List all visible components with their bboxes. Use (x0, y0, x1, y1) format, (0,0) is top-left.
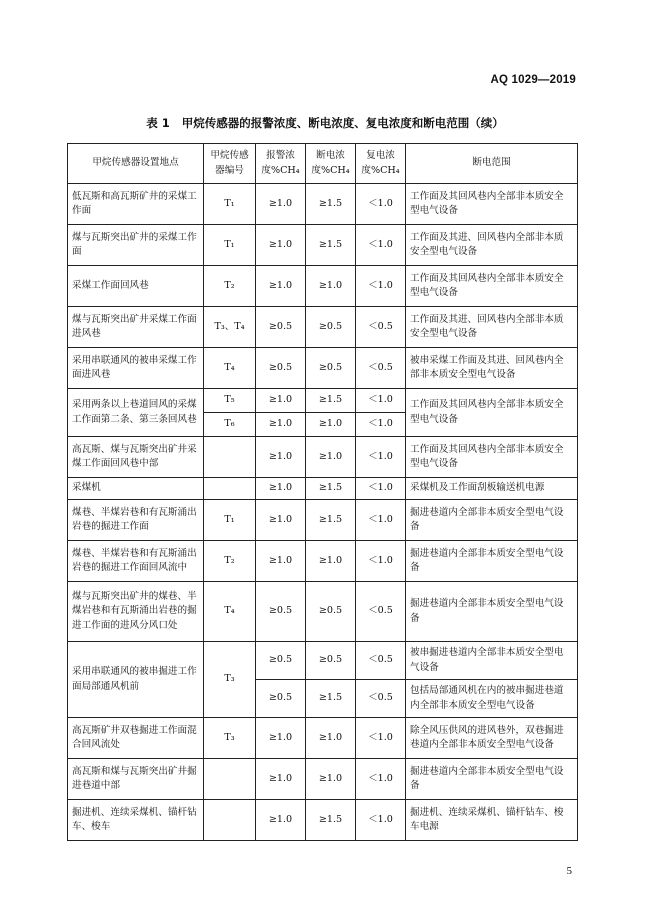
range-cell: 包括局部通风机在内的被串掘进巷道内全部非本质安全型电气设备 (406, 680, 578, 718)
range-cell: 工作面及其回风巷内全部非本质安全型电气设备 (406, 437, 578, 478)
restore-cell: ＜1.0 (356, 225, 406, 266)
location-cell: 低瓦斯和高瓦斯矿井的采煤工作面 (68, 184, 204, 225)
sensor-cell: T₃ (204, 718, 256, 759)
restore-cell: ＜1.0 (356, 500, 406, 541)
alarm-cell: ≥1.0 (256, 413, 306, 437)
table-row (68, 225, 578, 266)
table-row (68, 759, 578, 800)
restore-cell: ＜1.0 (356, 389, 406, 413)
cutoff-cell: ≥1.5 (306, 680, 356, 718)
range-cell: 掘进巷道内全部非本质安全型电气设备 (406, 759, 578, 800)
sensor-cell: T₁ (204, 225, 256, 266)
range-cell: 工作面及其进、回风巷内全部非本质安全型电气设备 (406, 225, 578, 266)
page-number: 5 (566, 865, 572, 877)
alarm-cell: ≥1.0 (256, 541, 306, 582)
table-row (68, 184, 578, 225)
location-cell: 采煤机 (68, 478, 204, 500)
alarm-cell: ≥1.0 (256, 759, 306, 800)
cutoff-cell: ≥1.5 (306, 184, 356, 225)
table-row (68, 437, 578, 478)
table-row (68, 718, 578, 759)
cutoff-cell: ≥1.0 (306, 718, 356, 759)
sensor-cell: T₁ (204, 500, 256, 541)
restore-cell: ＜1.0 (356, 541, 406, 582)
restore-cell: ＜1.0 (356, 184, 406, 225)
range-cell: 工作面及其回风巷内全部非本质安全型电气设备 (406, 184, 578, 225)
table-row (68, 800, 578, 841)
alarm-cell: ≥1.0 (256, 225, 306, 266)
restore-cell: ＜1.0 (356, 413, 406, 437)
location-cell: 煤与瓦斯突出矿井的采煤工作面 (68, 225, 204, 266)
alarm-cell: ≥1.0 (256, 266, 306, 307)
alarm-cell: ≥1.0 (256, 800, 306, 841)
cutoff-cell: ≥0.5 (306, 582, 356, 642)
table-row (68, 307, 578, 348)
alarm-cell: ≥1.0 (256, 500, 306, 541)
location-cell: 煤巷、半煤岩巷和有瓦斯涌出岩巷的掘进工作面 (68, 500, 204, 541)
sensor-cell: T₂ (204, 266, 256, 307)
restore-cell: ＜1.0 (356, 759, 406, 800)
sensor-cell: T₄ (204, 348, 256, 389)
table-row (68, 478, 578, 500)
location-cell: 采煤工作面回风巷 (68, 266, 204, 307)
sensor-cell (204, 759, 256, 800)
restore-cell: ＜0.5 (356, 307, 406, 348)
alarm-cell: ≥0.5 (256, 582, 306, 642)
alarm-cell: ≥0.5 (256, 348, 306, 389)
location-cell: 煤与瓦斯突出矿井采煤工作面进风巷 (68, 307, 204, 348)
alarm-cell: ≥0.5 (256, 307, 306, 348)
restore-cell: ＜0.5 (356, 642, 406, 680)
location-cell: 掘进机、连续采煤机、锚杆钻车、梭车 (68, 800, 204, 841)
location-cell: 高瓦斯、煤与瓦斯突出矿井采煤工作面回风巷中部 (68, 437, 204, 478)
location-cell: 采用两条以上巷道回风的采煤工作面第二条、第三条回风巷 (68, 389, 204, 437)
sensor-cell (204, 478, 256, 500)
location-cell: 高瓦斯矿井双巷掘进工作面混合回风流处 (68, 718, 204, 759)
alarm-cell: ≥1.0 (256, 437, 306, 478)
cutoff-cell: ≥0.5 (306, 642, 356, 680)
cutoff-cell: ≥1.5 (306, 478, 356, 500)
range-cell: 掘进巷道内全部非本质安全型电气设备 (406, 541, 578, 582)
table-row (68, 541, 578, 582)
document-code: AQ 1029—2019 (490, 74, 576, 86)
restore-cell: ＜1.0 (356, 266, 406, 307)
restore-cell: ＜1.0 (356, 478, 406, 500)
restore-cell: ＜0.5 (356, 680, 406, 718)
methane-sensor-table (67, 143, 578, 841)
range-cell: 采煤机及工作面刮板输送机电源 (406, 478, 578, 500)
header-location: 甲烷传感器设置地点 (68, 144, 204, 184)
sensor-cell: T₄ (204, 582, 256, 642)
sensor-cell: T₃ (204, 642, 256, 718)
header-alarm: 报警浓度%CH₄ (256, 144, 306, 184)
range-cell: 工作面及其回风巷内全部非本质安全型电气设备 (406, 266, 578, 307)
sensor-cell (204, 800, 256, 841)
table-title-text: 甲烷传感器的报警浓度、断电浓度、复电浓度和断电范围（续） (181, 116, 504, 130)
header-restore: 复电浓度%CH₄ (356, 144, 406, 184)
cutoff-cell: ≥1.5 (306, 225, 356, 266)
restore-cell: ＜1.0 (356, 800, 406, 841)
range-cell: 被串掘进巷道内全部非本质安全型电气设备 (406, 642, 578, 680)
range-cell: 工作面及其回风巷内全部非本质安全型电气设备 (406, 389, 578, 437)
sensor-cell: T₂ (204, 541, 256, 582)
cutoff-cell: ≥1.5 (306, 500, 356, 541)
location-cell: 采用串联通风的被串采煤工作面进风巷 (68, 348, 204, 389)
alarm-cell: ≥0.5 (256, 642, 306, 680)
table-row (68, 582, 578, 642)
cutoff-cell: ≥1.0 (306, 413, 356, 437)
table-row (68, 266, 578, 307)
range-cell: 除全风压供风的进风巷外，双巷掘进巷道内全部非本质安全型电气设备 (406, 718, 578, 759)
range-cell: 掘进巷道内全部非本质安全型电气设备 (406, 500, 578, 541)
sensor-cell: T₅ (204, 389, 256, 413)
range-cell: 掘进机、连续采煤机、锚杆钻车、梭车电源 (406, 800, 578, 841)
alarm-cell: ≥1.0 (256, 389, 306, 413)
cutoff-cell: ≥1.5 (306, 800, 356, 841)
table-header-row (68, 144, 578, 184)
cutoff-cell: ≥1.0 (306, 541, 356, 582)
table-row (68, 348, 578, 389)
table-title (0, 115, 650, 131)
table-number: 表 1 (146, 116, 170, 130)
location-cell: 高瓦斯和煤与瓦斯突出矿井掘进巷道中部 (68, 759, 204, 800)
restore-cell: ＜0.5 (356, 348, 406, 389)
alarm-cell: ≥1.0 (256, 478, 306, 500)
location-cell: 煤巷、半煤岩巷和有瓦斯涌出岩巷的掘进工作面回风流中 (68, 541, 204, 582)
range-cell: 工作面及其进、回风巷内全部非本质安全型电气设备 (406, 307, 578, 348)
table-row (68, 642, 578, 680)
restore-cell: ＜1.0 (356, 718, 406, 759)
cutoff-cell: ≥1.5 (306, 389, 356, 413)
cutoff-cell: ≥0.5 (306, 348, 356, 389)
table-row (68, 500, 578, 541)
alarm-cell: ≥0.5 (256, 680, 306, 718)
restore-cell: ＜1.0 (356, 437, 406, 478)
location-cell: 采用串联通风的被串掘进工作面局部通风机前 (68, 642, 204, 718)
header-sensor-no: 甲烷传感器编号 (204, 144, 256, 184)
alarm-cell: ≥1.0 (256, 184, 306, 225)
alarm-cell: ≥1.0 (256, 718, 306, 759)
range-cell: 掘进巷道内全部非本质安全型电气设备 (406, 582, 578, 642)
cutoff-cell: ≥1.0 (306, 437, 356, 478)
location-cell: 煤与瓦斯突出矿井的煤巷、半煤岩巷和有瓦斯涌出岩巷的掘进工作面的进风分风口处 (68, 582, 204, 642)
range-cell: 被串采煤工作面及其进、回风巷内全部非本质安全型电气设备 (406, 348, 578, 389)
header-cutoff: 断电浓度%CH₄ (306, 144, 356, 184)
cutoff-cell: ≥1.0 (306, 266, 356, 307)
table-row (68, 389, 578, 413)
header-range: 断电范围 (406, 144, 578, 184)
cutoff-cell: ≥0.5 (306, 307, 356, 348)
sensor-cell: T₁ (204, 184, 256, 225)
sensor-cell (204, 437, 256, 478)
cutoff-cell: ≥1.0 (306, 759, 356, 800)
restore-cell: ＜0.5 (356, 582, 406, 642)
sensor-cell: T₃、T₄ (204, 307, 256, 348)
sensor-cell: T₆ (204, 413, 256, 437)
